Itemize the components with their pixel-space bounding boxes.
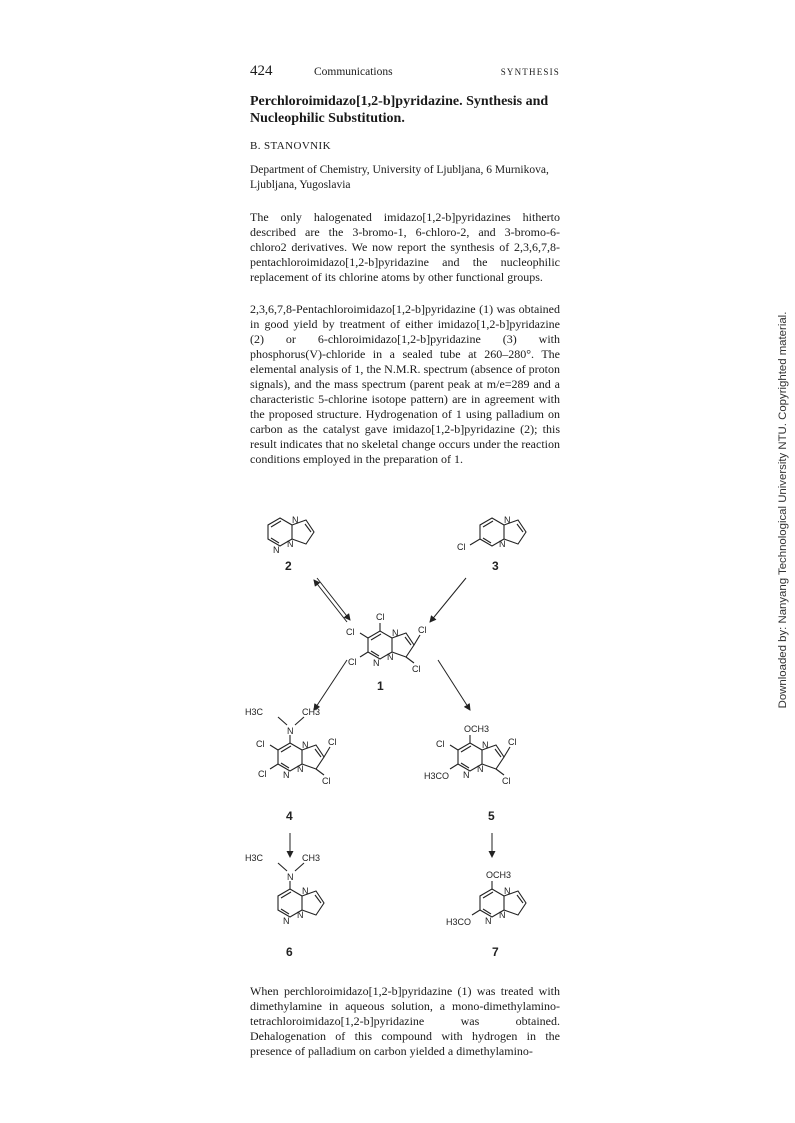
atom-n: N xyxy=(287,872,294,882)
affiliation: Department of Chemistry, University of Ljubljana, 6 Murnikova, Ljubljana, Yugoslavia xyxy=(250,164,549,191)
atom-n: N xyxy=(297,910,304,920)
atom-n: N xyxy=(297,764,304,774)
atom-cl: Cl xyxy=(256,739,265,749)
atom-cl: Cl xyxy=(418,625,427,635)
atom-cl: Cl xyxy=(328,737,337,747)
atom-cl: Cl xyxy=(412,664,421,674)
atom-n: N xyxy=(292,515,299,525)
compound-6-structure xyxy=(245,853,324,926)
compound-7-structure xyxy=(446,870,526,927)
reaction-scheme xyxy=(230,490,570,970)
paragraph-dimethylamine: When perchloroimidazo[1,2-b]pyridazine (1) was treated with dimethylamine in aqueous solution, a mono-dimethylamino-tetrachloroimidazo[1,2-b]pyridazine was obtained. Dehalogenation of this compound with hydrogen in the presence of palladium on carbon yielded a dimethylamino- xyxy=(250,984,560,1058)
paragraph-synthesis: 2,3,6,7,8-Pentachloroimidazo[1,2-b]pyridazine (1) was obtained in good yield by treatment of either imidazo[1,2-b]pyridazine (2) or 6-chloroimidazo[1,2-b]pyridazine (3) with phosphorus(V)-chloride in a sealed tube at 260–280°. The elemental analysis of 1, the N.M.R. spectrum (absence of proton signals), and the mass spectrum (parent peak at m/e=289 and a characteristic 5-chlorine isotope pattern) are in agreement with the proposed structure. Hydrogenation of 1 using palladium on carbon as the catalyst gave imidazo[1,2-b]pyridazine (2); this result indicates that no skeletal change occurs under the reaction conditions employed in the preparation of 1. xyxy=(250,302,560,466)
compound-4-structure xyxy=(245,707,337,786)
compound-number-2: 2 xyxy=(285,559,292,573)
atom-n: N xyxy=(482,740,489,750)
download-notice: Downloaded by: Nanyang Technological University NTU. Copyrighted material. xyxy=(777,311,789,709)
atom-h3c: H3C xyxy=(245,853,264,863)
atom-n: N xyxy=(392,628,399,638)
atom-h3co: H3CO xyxy=(424,771,450,781)
atom-cl: Cl xyxy=(322,776,331,786)
compound-number-7: 7 xyxy=(492,945,499,959)
atom-n: N xyxy=(302,886,309,896)
compound-2-structure xyxy=(268,515,314,555)
atom-n: N xyxy=(373,658,380,668)
atom-n: N xyxy=(463,770,470,780)
arrow-1-to-4 xyxy=(314,660,347,710)
atom-cl: Cl xyxy=(348,657,357,667)
compound-1-structure xyxy=(346,612,427,674)
atom-cl: Cl xyxy=(376,612,385,622)
compound-5-structure xyxy=(424,724,517,786)
paragraph-intro: The only halogenated imidazo[1,2-b]pyridazines hitherto described are the 3-bromo-1, 6-chloro-2, and 3-bromo-6-chloro2 derivatives. We now report the synthesis of 2,3,6,7,8-pentachloroimidazo[1,2-b]pyridazine and the nucleophilic replacement of its chlorine atoms by other functional groups. xyxy=(250,210,560,284)
atom-n: N xyxy=(273,545,280,555)
atom-h3c: H3C xyxy=(245,707,264,717)
atom-cl: Cl xyxy=(508,737,517,747)
compound-number-6: 6 xyxy=(286,945,293,959)
atom-cl: Cl xyxy=(346,627,355,637)
atom-cl: Cl xyxy=(502,776,511,786)
section-name: Communications xyxy=(314,66,393,78)
atom-och3: OCH3 xyxy=(486,870,512,880)
compound-number-1: 1 xyxy=(377,679,384,693)
page-number: 424 xyxy=(250,63,273,79)
atom-n: N xyxy=(302,740,309,750)
journal-name: SYNTHESIS xyxy=(500,67,560,77)
atom-h3co: H3CO xyxy=(446,917,472,927)
author: B. STANOVNIK xyxy=(250,140,331,152)
arrow-1-to-5 xyxy=(438,660,470,710)
arrow-2-to-1 xyxy=(314,580,347,622)
atom-n: N xyxy=(283,916,290,926)
atom-cl: Cl xyxy=(436,739,445,749)
title-line-1: Perchloroimidazo[1,2-b]pyridazine. Synthesis and xyxy=(250,94,549,109)
compound-number-3: 3 xyxy=(492,559,499,573)
atom-n: N xyxy=(499,539,506,549)
atom-n: N xyxy=(287,539,294,549)
atom-n: N xyxy=(283,770,290,780)
atom-n: N xyxy=(504,515,511,525)
atom-n: N xyxy=(477,764,484,774)
compound-number-4: 4 xyxy=(286,809,293,823)
running-header xyxy=(250,63,560,81)
atom-n: N xyxy=(499,910,506,920)
atom-n: N xyxy=(287,726,294,736)
article-title xyxy=(250,93,570,127)
arrow-1-to-2 xyxy=(317,578,350,620)
atom-ch3: CH3 xyxy=(302,853,321,863)
atom-ch3: CH3 xyxy=(302,707,321,717)
atom-n: N xyxy=(504,886,511,896)
atom-n: N xyxy=(485,916,492,926)
atom-och3: OCH3 xyxy=(464,724,490,734)
compound-3-structure xyxy=(457,515,526,552)
arrow-3-to-1 xyxy=(430,578,466,622)
compound-number-5: 5 xyxy=(488,809,495,823)
atom-n: N xyxy=(387,652,394,662)
atom-cl: Cl xyxy=(457,542,466,552)
title-line-2: Nucleophilic Substitution. xyxy=(250,111,405,126)
atom-cl: Cl xyxy=(258,769,267,779)
